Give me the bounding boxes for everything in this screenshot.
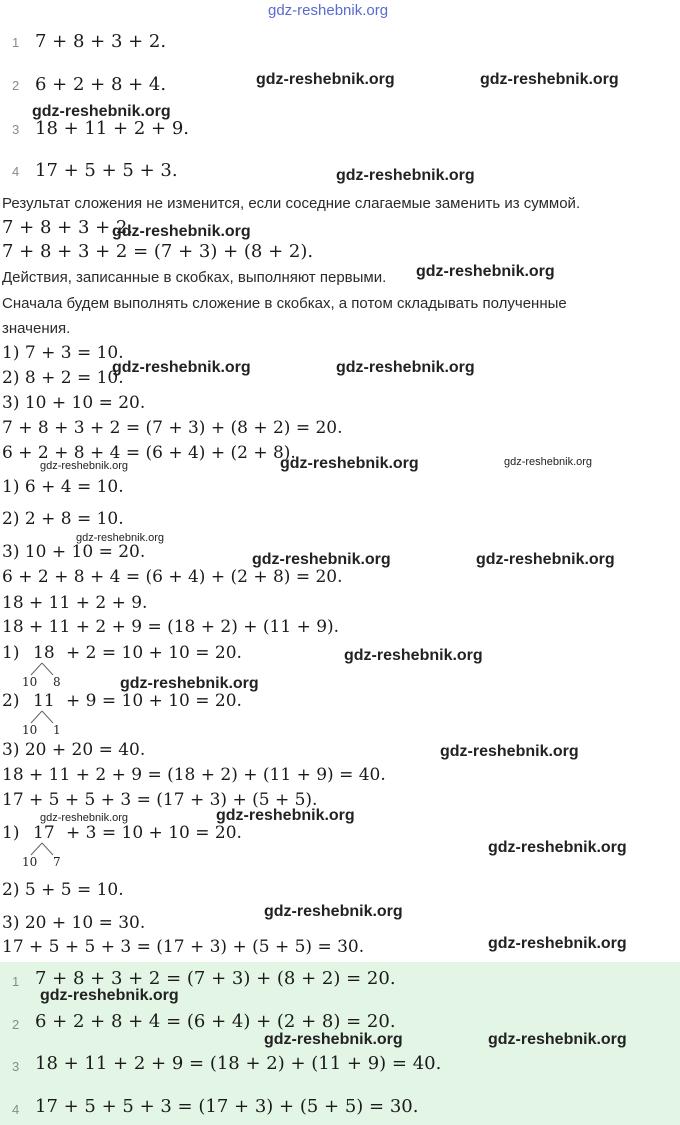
answer-expression: 6 + 2 + 8 + 4 = (6 + 4) + (2 + 8) = 20. xyxy=(35,1011,396,1032)
decomposition-part: 10 xyxy=(22,675,38,689)
task-expression: 17 + 5 + 5 + 3. xyxy=(35,160,178,181)
watermark: gdz-reshebnik.org xyxy=(112,223,251,240)
decomposition-part: 10 xyxy=(22,723,38,737)
watermark: gdz-reshebnik.org xyxy=(264,903,403,920)
rule-text: Сначала будем выполнять сложение в скобках, а потом складывать полученные xyxy=(2,295,567,312)
watermark: gdz-reshebnik.org xyxy=(32,103,171,120)
task-number: 1 xyxy=(12,35,20,50)
watermark: gdz-reshebnik.org xyxy=(480,71,619,88)
step: 2) 8 + 2 = 10. xyxy=(2,368,124,388)
task-expression: 6 + 2 + 8 + 4. xyxy=(35,74,167,95)
decomposition-diagram xyxy=(22,710,72,738)
watermark: gdz-reshebnik.org xyxy=(120,675,259,692)
step-rest: + 3 = 10 + 10 = 20. xyxy=(66,823,242,843)
expression: 17 + 5 + 5 + 3 = (17 + 3) + (5 + 5). xyxy=(2,790,318,810)
rule-text: значения. xyxy=(2,320,71,337)
watermark: gdz-reshebnik.org xyxy=(504,456,593,468)
step: 1) 6 + 4 = 10. xyxy=(2,477,124,497)
decomposition-part: 1 xyxy=(53,723,61,737)
watermark: gdz-reshebnik.org xyxy=(280,455,419,472)
expression: 6 + 2 + 8 + 4 = (6 + 4) + (2 + 8). xyxy=(2,443,296,463)
watermark-top-link[interactable]: gdz-reshebnik.org xyxy=(268,2,389,19)
solution-intro: Результат сложения не изменится, если соседние слагаемые заменить из суммой. xyxy=(2,195,581,212)
step: 3) 20 + 20 = 40. xyxy=(2,740,146,760)
task-number: 3 xyxy=(12,122,20,137)
answer-number: 3 xyxy=(12,1059,20,1074)
expression: 7 + 8 + 3 + 2. xyxy=(2,217,134,238)
decomposed-number: 18 xyxy=(33,643,55,663)
watermark: gdz-reshebnik.org xyxy=(488,1031,627,1048)
step-prefix: 1) xyxy=(2,643,20,663)
result: 7 + 8 + 3 + 2 = (7 + 3) + (8 + 2) = 20. xyxy=(2,418,343,438)
watermark: gdz-reshebnik.org xyxy=(40,987,179,1004)
step-rest: + 2 = 10 + 10 = 20. xyxy=(66,643,242,663)
step: 1) 7 + 3 = 10. xyxy=(2,343,124,363)
watermark: gdz-reshebnik.org xyxy=(40,460,129,472)
decomposed-number: 17 xyxy=(33,823,55,843)
step-rest: + 9 = 10 + 10 = 20. xyxy=(66,691,242,711)
answer-number: 4 xyxy=(12,1102,20,1117)
watermark: gdz-reshebnik.org xyxy=(416,263,555,280)
watermark: gdz-reshebnik.org xyxy=(488,935,627,952)
step: 3) 10 + 10 = 20. xyxy=(2,393,146,413)
expression: 18 + 11 + 2 + 9 = (18 + 2) + (11 + 9). xyxy=(2,617,340,637)
step: 2) 2 + 8 = 10. xyxy=(2,509,124,529)
task-expression: 18 + 11 + 2 + 9. xyxy=(35,118,190,139)
decomposition-part: 7 xyxy=(53,855,61,869)
watermark: gdz-reshebnik.org xyxy=(336,167,475,184)
watermark: gdz-reshebnik.org xyxy=(216,807,355,824)
expression: 18 + 11 + 2 + 9. xyxy=(2,593,148,613)
answer-expression: 18 + 11 + 2 + 9 = (18 + 2) + (11 + 9) = 40. xyxy=(35,1053,442,1074)
step: 3) 20 + 10 = 30. xyxy=(2,913,146,933)
step-prefix: 2) xyxy=(2,691,20,711)
decomposition-diagram xyxy=(22,842,72,870)
watermark: gdz-reshebnik.org xyxy=(252,551,391,568)
answer-number: 2 xyxy=(12,1017,20,1032)
task-number: 2 xyxy=(12,78,20,93)
decomposition-part: 10 xyxy=(22,855,38,869)
expression: 7 + 8 + 3 + 2 = (7 + 3) + (8 + 2). xyxy=(2,241,314,262)
watermark: gdz-reshebnik.org xyxy=(256,71,395,88)
answer-expression: 7 + 8 + 3 + 2 = (7 + 3) + (8 + 2) = 20. xyxy=(35,968,396,989)
watermark: gdz-reshebnik.org xyxy=(264,1031,403,1048)
step: 2) 5 + 5 = 10. xyxy=(2,880,124,900)
watermark: gdz-reshebnik.org xyxy=(40,812,129,824)
watermark: gdz-reshebnik.org xyxy=(112,359,251,376)
result: 18 + 11 + 2 + 9 = (18 + 2) + (11 + 9) = 40. xyxy=(2,765,386,785)
watermark: gdz-reshebnik.org xyxy=(440,743,579,760)
decomposition-diagram xyxy=(22,662,72,690)
task-expression: 7 + 8 + 3 + 2. xyxy=(35,31,167,52)
watermark: gdz-reshebnik.org xyxy=(488,839,627,856)
rule-text: Действия, записанные в скобках, выполняют первыми. xyxy=(2,269,387,286)
watermark: gdz-reshebnik.org xyxy=(76,532,165,544)
result: 17 + 5 + 5 + 3 = (17 + 3) + (5 + 5) = 30. xyxy=(2,937,365,957)
step: 3) 10 + 10 = 20. xyxy=(2,542,146,562)
result: 6 + 2 + 8 + 4 = (6 + 4) + (2 + 8) = 20. xyxy=(2,567,343,587)
decomposition-part: 8 xyxy=(53,675,61,689)
answer-number: 1 xyxy=(12,974,20,989)
step-prefix: 1) xyxy=(2,823,20,843)
answer-expression: 17 + 5 + 5 + 3 = (17 + 3) + (5 + 5) = 30. xyxy=(35,1096,419,1117)
watermark: gdz-reshebnik.org xyxy=(336,359,475,376)
watermark: gdz-reshebnik.org xyxy=(476,551,615,568)
decomposed-number: 11 xyxy=(33,691,55,711)
watermark: gdz-reshebnik.org xyxy=(344,647,483,664)
task-number: 4 xyxy=(12,164,20,179)
